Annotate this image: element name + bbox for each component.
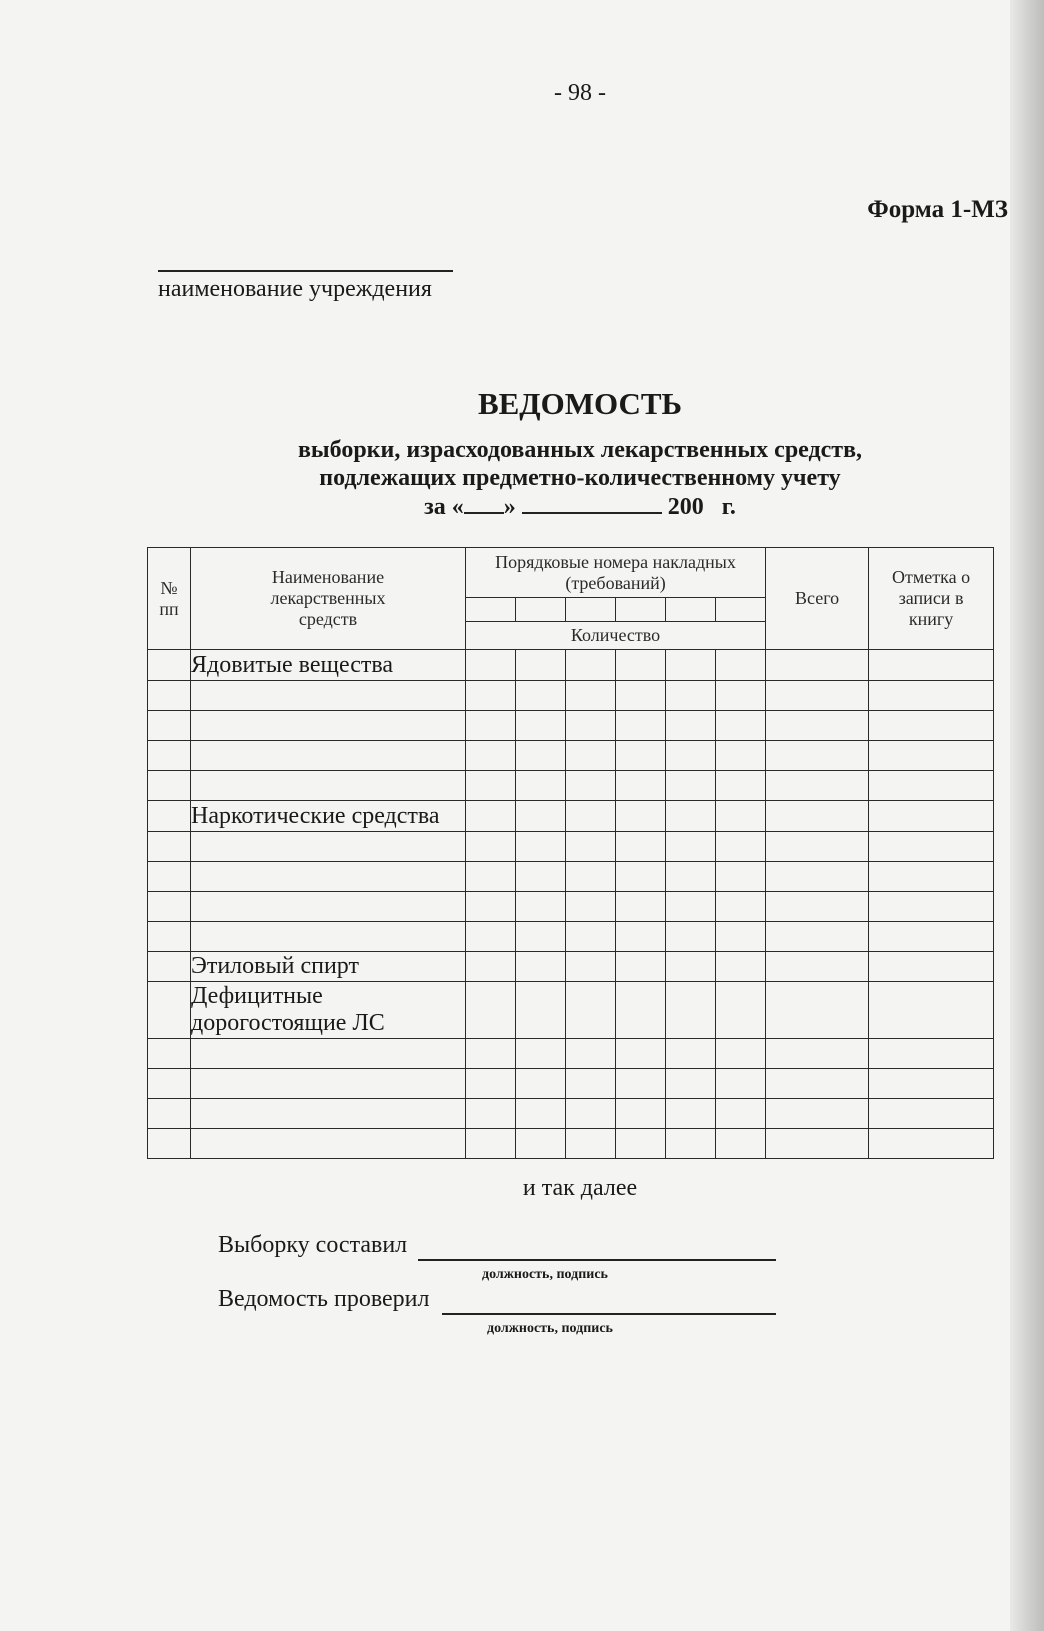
total-cell	[766, 862, 869, 892]
row-number-cell	[148, 982, 191, 1039]
record-mark-cell	[869, 1099, 994, 1129]
quantity-cell	[616, 741, 666, 771]
row-number-cell	[148, 711, 191, 741]
subtitle-line-2: подлежащих предметно-количественному учету	[319, 465, 841, 491]
col-quantity-header: Количество	[466, 622, 766, 650]
total-cell	[766, 1039, 869, 1069]
quantity-cell	[566, 1069, 616, 1099]
total-cell	[766, 681, 869, 711]
drug-name-cell: Этиловый спирт	[191, 952, 466, 982]
quantity-cell	[716, 771, 766, 801]
total-cell	[766, 1129, 869, 1159]
page-edge-shadow	[1010, 0, 1044, 1631]
quantity-cell	[566, 922, 616, 952]
drug-name-cell: Ядовитые вещества	[191, 650, 466, 681]
quantity-cell	[516, 1129, 566, 1159]
invoice-number-cell	[616, 598, 666, 622]
quantity-cell	[466, 982, 516, 1039]
row-number-cell	[148, 1039, 191, 1069]
record-mark-cell	[869, 801, 994, 832]
table-row	[148, 922, 994, 952]
day-blank	[464, 492, 504, 514]
drug-name-cell: Дефицитные дорогостоящие ЛС	[191, 982, 466, 1039]
quantity-cell	[566, 771, 616, 801]
quantity-cell	[516, 1039, 566, 1069]
quantity-cell	[716, 892, 766, 922]
quantity-cell	[666, 982, 716, 1039]
table-row	[148, 681, 994, 711]
quantity-cell	[616, 922, 666, 952]
record-mark-cell	[869, 681, 994, 711]
total-cell	[766, 1099, 869, 1129]
quantity-cell	[666, 771, 716, 801]
checked-by-caption: должность, подпись	[487, 1321, 613, 1336]
col-mark-header: Отметка о записи в книгу	[869, 548, 994, 650]
invoice-number-cell	[666, 598, 716, 622]
col-invoice-group-header: Порядковые номера накладных (требований)	[466, 548, 766, 598]
drug-name-cell	[191, 711, 466, 741]
quantity-cell	[516, 952, 566, 982]
quantity-cell	[616, 982, 666, 1039]
record-mark-cell	[869, 650, 994, 681]
quantity-cell	[466, 952, 516, 982]
row-number-cell	[148, 1069, 191, 1099]
quantity-cell	[666, 832, 716, 862]
quantity-cell	[466, 1039, 516, 1069]
drug-name-cell	[191, 741, 466, 771]
row-number-cell	[148, 952, 191, 982]
quantity-cell	[566, 892, 616, 922]
quantity-cell	[616, 1129, 666, 1159]
record-mark-cell	[869, 1129, 994, 1159]
col-name-header: Наименование лекарственных средств	[191, 548, 466, 650]
row-number-cell	[148, 771, 191, 801]
quantity-cell	[666, 650, 716, 681]
record-mark-cell	[869, 771, 994, 801]
drug-name-cell	[191, 1129, 466, 1159]
row-number-cell	[148, 922, 191, 952]
quantity-cell	[516, 1099, 566, 1129]
table-row	[148, 771, 994, 801]
quantity-cell	[666, 711, 716, 741]
total-cell	[766, 922, 869, 952]
table-row	[148, 862, 994, 892]
table-row	[148, 952, 994, 982]
quantity-cell	[666, 801, 716, 832]
month-blank	[522, 492, 662, 514]
quantity-cell	[516, 1069, 566, 1099]
ledger-table	[147, 547, 994, 1159]
row-number-cell	[148, 681, 191, 711]
checked-by-label: Ведомость проверил	[218, 1286, 430, 1312]
compiled-by-caption: должность, подпись	[482, 1267, 608, 1282]
period-prefix: за «	[424, 494, 464, 520]
checked-by-line	[442, 1313, 776, 1315]
invoice-number-cell	[716, 598, 766, 622]
quantity-cell	[716, 801, 766, 832]
table-row	[148, 650, 994, 681]
quantity-cell	[466, 711, 516, 741]
record-mark-cell	[869, 832, 994, 862]
quantity-cell	[716, 862, 766, 892]
quantity-cell	[666, 1099, 716, 1129]
quantity-cell	[716, 1099, 766, 1129]
quantity-cell	[566, 862, 616, 892]
quantity-cell	[616, 952, 666, 982]
quantity-cell	[666, 1129, 716, 1159]
quantity-cell	[516, 832, 566, 862]
quantity-cell	[716, 741, 766, 771]
quantity-cell	[716, 832, 766, 862]
drug-name-cell	[191, 832, 466, 862]
row-number-cell	[148, 801, 191, 832]
quantity-cell	[516, 922, 566, 952]
quantity-cell	[566, 741, 616, 771]
compiled-by-line	[418, 1259, 776, 1261]
quantity-cell	[616, 892, 666, 922]
quantity-cell	[666, 862, 716, 892]
table-row	[148, 801, 994, 832]
quantity-cell	[716, 952, 766, 982]
quantity-cell	[566, 982, 616, 1039]
quantity-cell	[516, 862, 566, 892]
record-mark-cell	[869, 1039, 994, 1069]
invoice-number-cell	[566, 598, 616, 622]
quantity-cell	[616, 801, 666, 832]
quantity-cell	[616, 832, 666, 862]
quantity-cell	[566, 1129, 616, 1159]
record-mark-cell	[869, 952, 994, 982]
quantity-cell	[466, 922, 516, 952]
record-mark-cell	[869, 1069, 994, 1099]
drug-name-cell	[191, 922, 466, 952]
row-number-cell	[148, 1099, 191, 1129]
total-cell	[766, 982, 869, 1039]
quantity-cell	[466, 681, 516, 711]
quantity-cell	[566, 681, 616, 711]
quantity-cell	[566, 711, 616, 741]
period-line	[0, 492, 1044, 521]
quantity-cell	[716, 1039, 766, 1069]
invoice-number-cell	[466, 598, 516, 622]
subtitle-line-1: выборки, израсходованных лекарственных средств,	[297, 437, 863, 463]
quantity-cell	[516, 771, 566, 801]
quantity-cell	[716, 1129, 766, 1159]
period-mid: »	[503, 494, 516, 520]
quantity-cell	[616, 1099, 666, 1129]
total-cell	[766, 741, 869, 771]
total-cell	[766, 801, 869, 832]
table-row	[148, 711, 994, 741]
quantity-cell	[466, 1069, 516, 1099]
quantity-cell	[616, 771, 666, 801]
drug-name-cell	[191, 681, 466, 711]
quantity-cell	[466, 862, 516, 892]
row-number-cell	[148, 832, 191, 862]
col-total-header: Всего	[766, 548, 869, 650]
quantity-cell	[716, 1069, 766, 1099]
quantity-cell	[466, 1099, 516, 1129]
period-suffix: г.	[721, 494, 736, 520]
row-number-cell	[148, 741, 191, 771]
quantity-cell	[466, 1129, 516, 1159]
total-cell	[766, 892, 869, 922]
row-number-cell	[148, 1129, 191, 1159]
table-row	[148, 741, 994, 771]
record-mark-cell	[869, 711, 994, 741]
quantity-cell	[466, 892, 516, 922]
table-row	[148, 1069, 994, 1099]
quantity-cell	[666, 1039, 716, 1069]
total-cell	[766, 832, 869, 862]
invoice-number-cell	[516, 598, 566, 622]
quantity-cell	[616, 1039, 666, 1069]
record-mark-cell	[869, 892, 994, 922]
drug-name-cell	[191, 1099, 466, 1129]
quantity-cell	[566, 832, 616, 862]
quantity-cell	[516, 681, 566, 711]
quantity-cell	[566, 650, 616, 681]
total-cell	[766, 650, 869, 681]
record-mark-cell	[869, 862, 994, 892]
quantity-cell	[466, 832, 516, 862]
quantity-cell	[666, 1069, 716, 1099]
document-subtitle	[0, 436, 1044, 492]
quantity-cell	[466, 771, 516, 801]
document-title: ВЕДОМОСТЬ	[477, 386, 683, 421]
record-mark-cell	[869, 982, 994, 1039]
drug-name-cell	[191, 771, 466, 801]
drug-name-cell	[191, 862, 466, 892]
quantity-cell	[566, 1099, 616, 1129]
quantity-cell	[616, 711, 666, 741]
form-code: Форма 1-МЗ	[867, 196, 1008, 223]
row-number-cell	[148, 892, 191, 922]
compiled-by-label: Выборку составил	[218, 1232, 408, 1258]
quantity-cell	[716, 922, 766, 952]
quantity-cell	[566, 801, 616, 832]
institution-name-line	[158, 270, 453, 272]
quantity-cell	[666, 741, 716, 771]
quantity-cell	[516, 892, 566, 922]
quantity-cell	[516, 711, 566, 741]
total-cell	[766, 1069, 869, 1099]
quantity-cell	[516, 801, 566, 832]
total-cell	[766, 952, 869, 982]
continuation-note: и так далее	[522, 1175, 638, 1201]
quantity-cell	[466, 801, 516, 832]
quantity-cell	[666, 922, 716, 952]
table-row	[148, 832, 994, 862]
quantity-cell	[716, 982, 766, 1039]
drug-name-cell	[191, 1069, 466, 1099]
quantity-cell	[466, 741, 516, 771]
drug-name-cell: Наркотические средства	[191, 801, 466, 832]
quantity-cell	[466, 650, 516, 681]
quantity-cell	[616, 650, 666, 681]
quantity-cell	[566, 952, 616, 982]
institution-name-label: наименование учреждения	[158, 276, 432, 302]
drug-name-cell	[191, 1039, 466, 1069]
table-row	[148, 1129, 994, 1159]
quantity-cell	[716, 711, 766, 741]
page-number: - 98 -	[554, 80, 606, 106]
quantity-cell	[516, 650, 566, 681]
col-number-header: № пп	[148, 548, 191, 650]
row-number-cell	[148, 862, 191, 892]
table-row	[148, 982, 994, 1039]
quantity-cell	[666, 952, 716, 982]
quantity-cell	[516, 741, 566, 771]
record-mark-cell	[869, 741, 994, 771]
quantity-cell	[616, 681, 666, 711]
period-year: 200	[667, 494, 704, 520]
drug-name-cell	[191, 892, 466, 922]
total-cell	[766, 711, 869, 741]
total-cell	[766, 771, 869, 801]
quantity-cell	[716, 681, 766, 711]
quantity-cell	[616, 1069, 666, 1099]
quantity-cell	[616, 862, 666, 892]
table-row	[148, 1099, 994, 1129]
row-number-cell	[148, 650, 191, 681]
table-row	[148, 1039, 994, 1069]
quantity-cell	[666, 892, 716, 922]
quantity-cell	[566, 1039, 616, 1069]
quantity-cell	[516, 982, 566, 1039]
table-row	[148, 892, 994, 922]
quantity-cell	[716, 650, 766, 681]
record-mark-cell	[869, 922, 994, 952]
quantity-cell	[666, 681, 716, 711]
